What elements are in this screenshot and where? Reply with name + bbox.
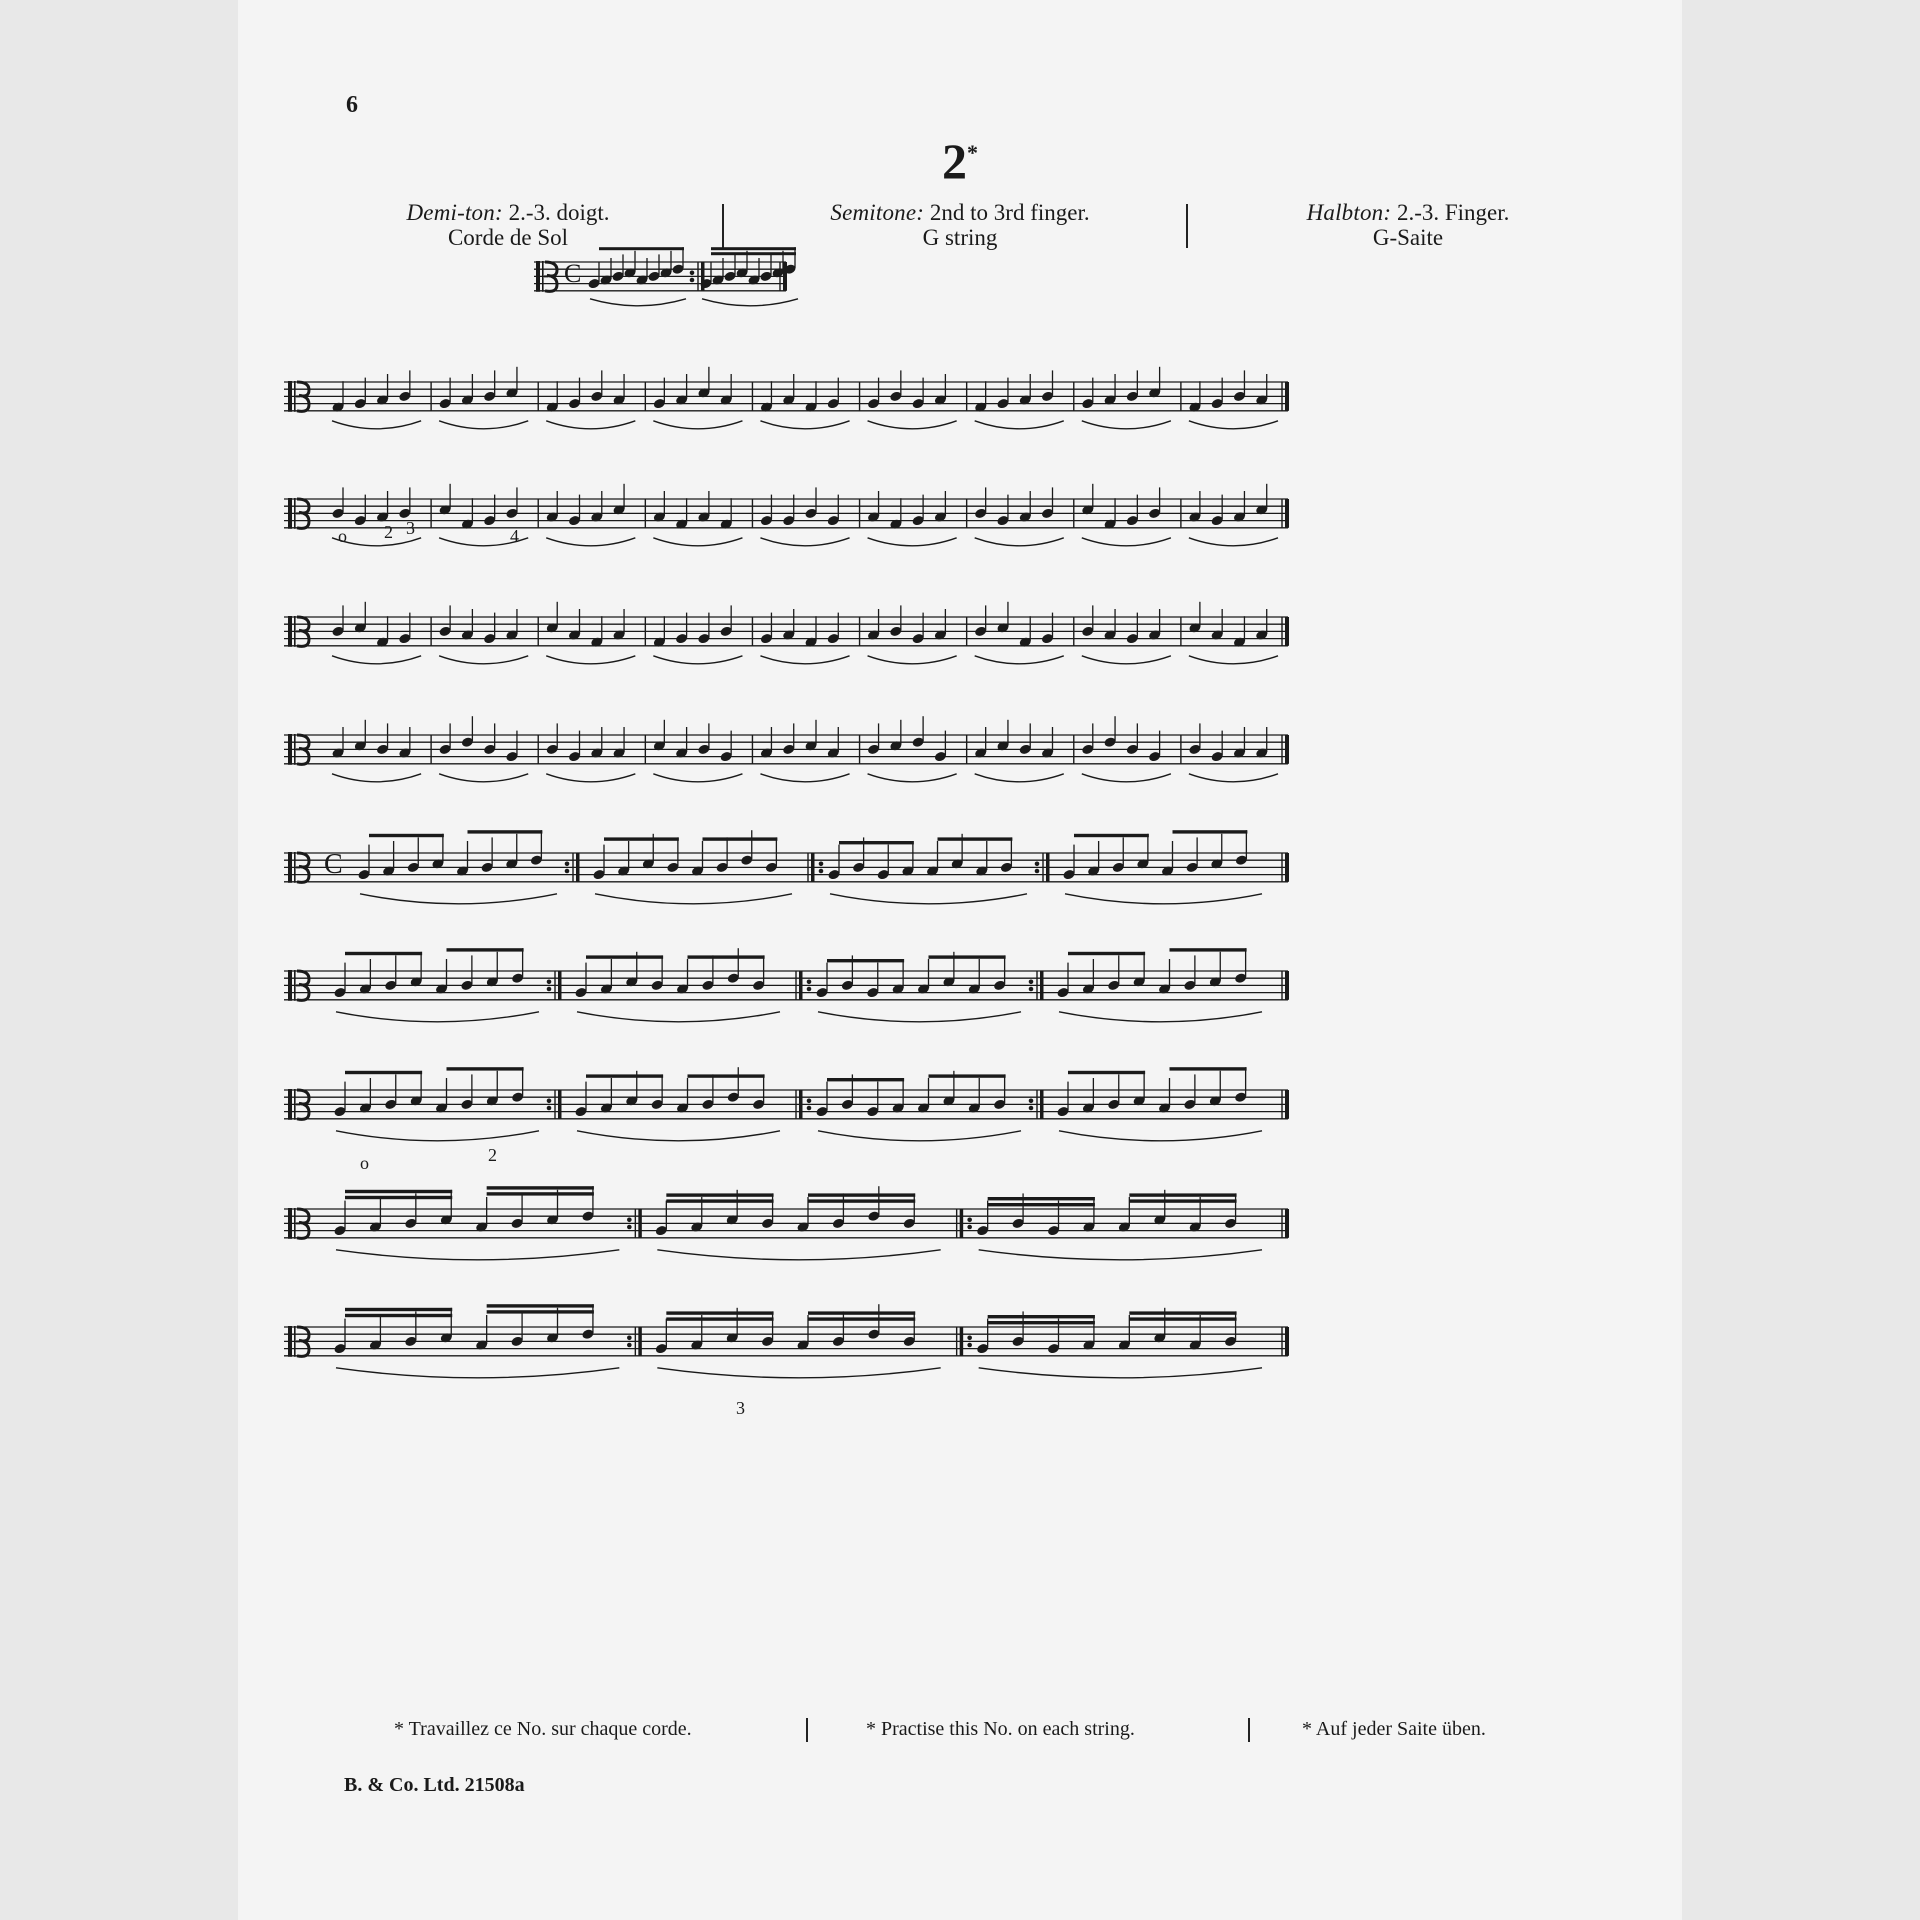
slur xyxy=(332,656,421,664)
slur xyxy=(439,656,528,664)
beam xyxy=(808,1311,915,1314)
final-barline xyxy=(1285,382,1289,411)
beam xyxy=(839,841,914,844)
beam xyxy=(586,955,663,958)
repeat-dot xyxy=(819,869,824,874)
final-barline xyxy=(1285,617,1289,646)
beam xyxy=(1173,830,1248,833)
footnote-german-text: Auf jeder Saite üben. xyxy=(1315,1718,1486,1740)
slur xyxy=(577,1131,780,1141)
slur xyxy=(1082,421,1171,429)
final-barline xyxy=(1285,1327,1289,1356)
repeat-dot xyxy=(967,1225,972,1230)
slur xyxy=(1082,656,1171,664)
header-english-string: G string xyxy=(922,225,998,250)
slur xyxy=(1189,656,1278,664)
footnote-marker: * xyxy=(1302,1718,1312,1740)
slur xyxy=(336,1131,539,1141)
repeat-dot xyxy=(1029,1099,1034,1104)
repeat-barline xyxy=(799,971,803,1000)
alto-clef-icon xyxy=(288,381,292,412)
music-score xyxy=(238,0,1682,1920)
beam xyxy=(1074,834,1149,837)
repeat-dot xyxy=(1029,987,1034,992)
slur xyxy=(1082,774,1171,782)
repeat-dot xyxy=(627,1218,632,1223)
header-english-rest: 2nd to 3rd finger. xyxy=(924,200,1090,225)
repeat-barline xyxy=(558,1090,562,1119)
repeat-dot xyxy=(565,869,570,874)
beam xyxy=(988,1197,1095,1200)
alto-clef-icon xyxy=(288,970,292,1001)
footnote-divider xyxy=(1248,1718,1250,1742)
beam xyxy=(1068,952,1145,955)
beam xyxy=(988,1321,1095,1324)
slur xyxy=(546,656,635,664)
footnote-marker: * xyxy=(967,140,978,165)
slur xyxy=(760,421,849,429)
repeat-dot xyxy=(627,1225,632,1230)
final-barline xyxy=(1285,1090,1289,1119)
repeat-dot xyxy=(807,1099,812,1104)
slur xyxy=(830,894,1027,904)
slur xyxy=(332,774,421,782)
slur xyxy=(653,656,742,664)
beam xyxy=(988,1315,1095,1318)
beam xyxy=(345,1308,452,1311)
repeat-dot xyxy=(1035,869,1040,874)
slur xyxy=(657,1368,940,1378)
repeat-dot xyxy=(1029,1106,1034,1111)
alto-clef-icon xyxy=(294,616,296,647)
beam xyxy=(369,834,444,837)
beam xyxy=(808,1193,915,1196)
alto-clef-icon xyxy=(294,852,296,883)
alto-clef-icon xyxy=(294,381,296,412)
slur xyxy=(577,1012,780,1022)
slur xyxy=(818,1012,1021,1022)
alto-clef-icon xyxy=(294,1089,296,1120)
beam xyxy=(604,837,679,840)
slur xyxy=(1189,774,1278,782)
beam xyxy=(808,1317,915,1320)
publisher-line xyxy=(344,1774,525,1797)
beam xyxy=(1170,948,1247,951)
alto-clef-icon xyxy=(542,261,544,292)
slur xyxy=(760,774,849,782)
fingering-mark: o xyxy=(338,526,347,546)
repeat-dot xyxy=(547,1099,552,1104)
slur xyxy=(1059,1012,1262,1022)
repeat-dot xyxy=(967,1336,972,1341)
repeat-dot xyxy=(1029,980,1034,985)
repeat-barline xyxy=(1040,1090,1044,1119)
beam xyxy=(688,955,765,958)
beam xyxy=(1129,1199,1236,1202)
beam xyxy=(345,1190,452,1193)
slur xyxy=(360,894,557,904)
repeat-barline xyxy=(1046,853,1050,882)
repeat-barline xyxy=(701,262,705,291)
slur xyxy=(595,894,792,904)
slur xyxy=(336,1250,619,1260)
repeat-barline xyxy=(960,1209,964,1238)
header-german-rest: 2.-3. Finger. xyxy=(1391,200,1510,225)
alto-clef-icon xyxy=(294,734,296,765)
slur xyxy=(657,1250,940,1260)
beam xyxy=(711,252,796,255)
beam xyxy=(1068,1071,1145,1074)
header-french-italic: Demi-ton: xyxy=(406,200,503,225)
repeat-dot xyxy=(547,987,552,992)
alto-clef-icon xyxy=(288,498,292,529)
slur xyxy=(868,538,957,546)
slur xyxy=(760,656,849,664)
header-english-italic: Semitone: xyxy=(830,200,925,225)
beam xyxy=(688,1074,765,1077)
beam xyxy=(468,830,543,833)
slur xyxy=(975,774,1064,782)
footnote-marker: * xyxy=(394,1718,404,1740)
beam xyxy=(487,1310,594,1313)
slur xyxy=(975,538,1064,546)
slur xyxy=(868,656,957,664)
beam xyxy=(345,1314,452,1317)
final-barline xyxy=(1285,499,1289,528)
beam xyxy=(929,955,1006,958)
slur xyxy=(439,421,528,429)
footnote-french-text: Travaillez ce No. sur chaque corde. xyxy=(408,1718,692,1740)
slur xyxy=(760,538,849,546)
alto-clef-icon xyxy=(294,1208,296,1239)
footnote-english xyxy=(866,1718,1135,1741)
fingering-mark: o xyxy=(360,1153,369,1173)
sheet-music-page xyxy=(238,0,1682,1920)
fingering-mark: 3 xyxy=(736,1398,745,1418)
slur xyxy=(1065,894,1262,904)
beam xyxy=(929,1074,1006,1077)
repeat-dot xyxy=(627,1343,632,1348)
alto-clef-icon xyxy=(536,261,540,292)
repeat-dot xyxy=(565,862,570,867)
slur xyxy=(1189,538,1278,546)
repeat-dot xyxy=(807,980,812,985)
header-german-italic: Halbton: xyxy=(1306,200,1392,225)
header-french-string: Corde de Sol xyxy=(447,225,569,250)
alto-clef-icon xyxy=(288,852,292,883)
publisher-name: B. & Co. Ltd. xyxy=(344,1774,460,1796)
repeat-dot xyxy=(690,278,695,283)
slur xyxy=(979,1368,1262,1378)
beam xyxy=(827,959,904,962)
slur xyxy=(336,1368,619,1378)
beam xyxy=(711,247,796,250)
page-number: 6 xyxy=(346,92,358,118)
beam xyxy=(345,952,422,955)
slur xyxy=(546,774,635,782)
beam xyxy=(666,1317,773,1320)
alto-clef-icon xyxy=(288,1326,292,1357)
footnote-german xyxy=(1302,1718,1486,1741)
slur xyxy=(868,774,957,782)
slur xyxy=(868,421,957,429)
beam xyxy=(666,1193,773,1196)
repeat-dot xyxy=(819,862,824,867)
beam xyxy=(938,837,1013,840)
repeat-barline xyxy=(638,1327,642,1356)
alto-clef-icon xyxy=(288,616,292,647)
repeat-barline xyxy=(576,853,580,882)
fingering-mark: 2 xyxy=(384,522,393,542)
alto-clef-icon xyxy=(294,1326,296,1357)
beam xyxy=(487,1186,594,1189)
slur xyxy=(653,421,742,429)
slur xyxy=(590,299,686,306)
fingering-mark: 2 xyxy=(488,1145,497,1165)
repeat-dot xyxy=(967,1218,972,1223)
footnote-marker: * xyxy=(866,1718,876,1740)
repeat-barline xyxy=(799,1090,803,1119)
fingering-mark: 3 xyxy=(406,518,415,538)
alto-clef-icon xyxy=(288,734,292,765)
slur xyxy=(1082,538,1171,546)
beam xyxy=(345,1071,422,1074)
beam xyxy=(808,1199,915,1202)
slur xyxy=(1189,421,1278,429)
beam xyxy=(1129,1193,1236,1196)
slur xyxy=(336,1012,539,1022)
beam xyxy=(1129,1311,1236,1314)
repeat-barline xyxy=(811,853,815,882)
beam xyxy=(666,1311,773,1314)
final-barline xyxy=(1285,971,1289,1000)
slur xyxy=(653,774,742,782)
alto-clef-icon xyxy=(288,1089,292,1120)
fingering-mark: 4 xyxy=(510,526,519,546)
alto-clef-icon xyxy=(294,970,296,1001)
repeat-dot xyxy=(807,987,812,992)
repeat-dot xyxy=(547,1106,552,1111)
time-signature: C xyxy=(324,849,343,881)
beam xyxy=(447,1067,524,1070)
repeat-barline xyxy=(960,1327,964,1356)
footnote-english-text: Practise this No. on each string. xyxy=(881,1718,1135,1740)
footnote-divider xyxy=(806,1718,808,1742)
slur xyxy=(332,421,421,429)
repeat-barline xyxy=(638,1209,642,1238)
header-german-string: G-Saite xyxy=(1372,225,1444,250)
beam xyxy=(487,1304,594,1307)
slur xyxy=(653,538,742,546)
alto-clef-icon xyxy=(294,498,296,529)
repeat-barline xyxy=(1040,971,1044,1000)
slur xyxy=(975,421,1064,429)
exercise-number: 2 xyxy=(942,133,967,189)
slur xyxy=(546,538,635,546)
slur xyxy=(979,1250,1262,1260)
slur xyxy=(1059,1131,1262,1141)
repeat-dot xyxy=(627,1336,632,1341)
beam xyxy=(988,1203,1095,1206)
slur xyxy=(702,299,798,306)
beam xyxy=(487,1192,594,1195)
beam xyxy=(586,1074,663,1077)
beam xyxy=(1129,1317,1236,1320)
repeat-dot xyxy=(1035,862,1040,867)
beam xyxy=(599,247,684,250)
repeat-dot xyxy=(967,1343,972,1348)
final-barline xyxy=(783,262,787,291)
beam xyxy=(827,1078,904,1081)
beam xyxy=(1170,1067,1247,1070)
repeat-barline xyxy=(558,971,562,1000)
repeat-dot xyxy=(807,1106,812,1111)
beam xyxy=(345,1196,452,1199)
repeat-dot xyxy=(547,980,552,985)
final-barline xyxy=(1285,735,1289,764)
beam xyxy=(703,837,778,840)
slur xyxy=(975,656,1064,664)
repeat-dot xyxy=(690,271,695,276)
footnote-french xyxy=(394,1718,692,1741)
plate-number: 21508a xyxy=(464,1774,525,1796)
slur xyxy=(439,774,528,782)
slur xyxy=(818,1131,1021,1141)
slur xyxy=(546,421,635,429)
beam xyxy=(666,1199,773,1202)
final-barline xyxy=(1285,1209,1289,1238)
header-french-rest: 2.-3. doigt. xyxy=(502,200,610,225)
final-barline xyxy=(1285,853,1289,882)
time-signature: C xyxy=(564,259,582,289)
beam xyxy=(447,948,524,951)
alto-clef-icon xyxy=(288,1208,292,1239)
